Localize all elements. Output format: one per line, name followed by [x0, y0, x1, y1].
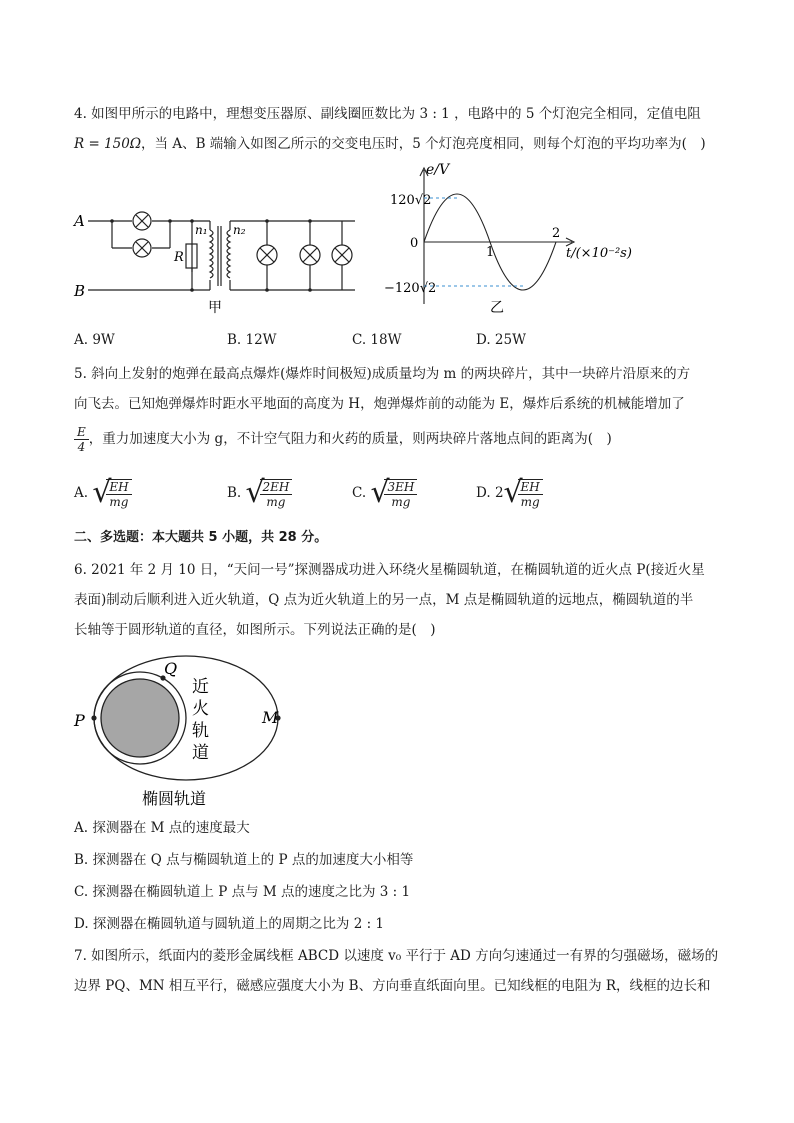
q5-line1: 5. 斜向上发射的炮弹在最高点爆炸(爆炸时间极短)成质量均为 m 的两块碎片，其中一块碎片沿原来的方	[74, 366, 691, 382]
graph-ytick-top: 120√2	[390, 193, 432, 208]
q6-orbit-figure	[68, 652, 298, 814]
section-multiple-choice-heading: 二、多选题：本大题共 5 小题，共 28 分。	[74, 530, 328, 545]
label-M: M	[262, 708, 279, 727]
label-R: R	[174, 250, 184, 265]
label-n2: n₂	[233, 223, 246, 237]
q4-circuit-figure	[70, 200, 360, 320]
graph-ylabel: e/V	[426, 162, 450, 178]
q6-option-a[interactable]: A. 探测器在 M 点的速度最大	[74, 820, 250, 836]
q4-option-c[interactable]: C. 18W	[352, 332, 402, 348]
q4-line2	[74, 134, 706, 154]
q7-line2: 边界 PQ、MN 相互平行，磁感应强度大小为 B、方向垂直纸面向里。已知线框的电阻为 R，线框的边长和	[74, 978, 711, 994]
q4-line2-text: ，当 A、B 端输入如图乙所示的交变电压时，5 个灯泡亮度相同，则每个灯泡的平均功率为( )	[141, 136, 706, 152]
label-A: A	[74, 212, 85, 230]
inner-label-4: 道	[192, 743, 209, 763]
inner-label-3: 轨	[192, 721, 209, 741]
q5-line2: 向飞去。已知炮弹爆炸时距水平地面的高度为 H，炮弹爆炸前的动能为 E，爆炸后系统的机械能增加了	[74, 396, 685, 412]
lamp-icon	[300, 245, 320, 265]
q5-option-d[interactable]: D. 2 √ $\frac{EH}{mg}$	[476, 476, 543, 511]
q6-line3: 长轴等于圆形轨道的直径，如图所示。下列说法正确的是( )	[74, 622, 436, 638]
lamp-icon	[133, 212, 151, 230]
label-n1: n₁	[195, 223, 208, 237]
q4-resistance-value: R = 150Ω	[74, 136, 142, 152]
graph-ytick-bottom: −120√2	[384, 281, 437, 296]
q5-option-a[interactable]: A. √ $\frac{EH}{mg}$	[74, 476, 132, 511]
q5-energy-fraction: $\frac{E}{4}$	[74, 425, 89, 454]
inner-label-1: 近	[192, 677, 209, 697]
q5-option-b[interactable]: B. √ $\frac{2EH}{mg}$	[227, 476, 292, 511]
q6-line2: 表面)制动后顺利进入近火轨道，Q 点为近火轨道上的另一点，M 点是椭圆轨道的远地点，椭圆轨道的半	[74, 592, 694, 608]
q4-line1: 4. 如图甲所示的电路中，理想变压器原、副线圈匝数比为 3 : 1 ，电路中的 5 个灯泡完全相同，定值电阻	[74, 106, 701, 122]
q7-line1: 7. 如图所示，纸面内的菱形金属线框 ABCD 以速度 v₀ 平行于 AD 方向匀速通过一有界的匀强磁场，磁场的	[74, 948, 719, 964]
inner-label-2: 火	[192, 699, 209, 719]
caption-yi: 乙	[490, 300, 504, 316]
q4-voltage-graph	[384, 158, 644, 318]
q6-option-b[interactable]: B. 探测器在 Q 点与椭圆轨道上的 P 点的加速度大小相等	[74, 852, 414, 868]
label-B: B	[74, 282, 86, 300]
label-P: P	[74, 711, 85, 730]
orbit-caption: 椭圆轨道	[142, 789, 207, 808]
caption-jia: 甲	[208, 300, 222, 316]
q4-option-b[interactable]: B. 12W	[227, 332, 277, 348]
graph-xlabel: t/(×10⁻²s)	[566, 246, 632, 261]
lamp-icon	[133, 239, 151, 257]
q6-option-c[interactable]: C. 探测器在椭圆轨道上 P 点与 M 点的速度之比为 3 : 1	[74, 884, 411, 900]
q5-option-c[interactable]: C. √ $\frac{3EH}{mg}$	[352, 476, 417, 511]
label-Q: Q	[164, 659, 178, 678]
q6-option-d[interactable]: D. 探测器在椭圆轨道与圆轨道上的周期之比为 2 : 1	[74, 916, 385, 932]
lamp-icon	[332, 245, 352, 265]
graph-xtick-2: 2	[552, 226, 561, 241]
q5-line3	[74, 424, 612, 454]
graph-origin: 0	[410, 236, 419, 251]
graph-xtick-1: 1	[486, 245, 495, 260]
lamp-icon	[257, 245, 277, 265]
q4-option-a[interactable]: A. 9W	[74, 332, 115, 348]
q4-option-d[interactable]: D. 25W	[476, 332, 526, 348]
q6-line1: 6. 2021 年 2 月 10 日，“天问一号”探测器成功进入环绕火星椭圆轨道，在椭圆轨道的近火点 P(接近火星	[74, 562, 705, 578]
q5-line3-text: ，重力加速度大小为 g，不计空气阻力和火药的质量，则两块碎片落地点间的距离为( )	[88, 431, 612, 447]
